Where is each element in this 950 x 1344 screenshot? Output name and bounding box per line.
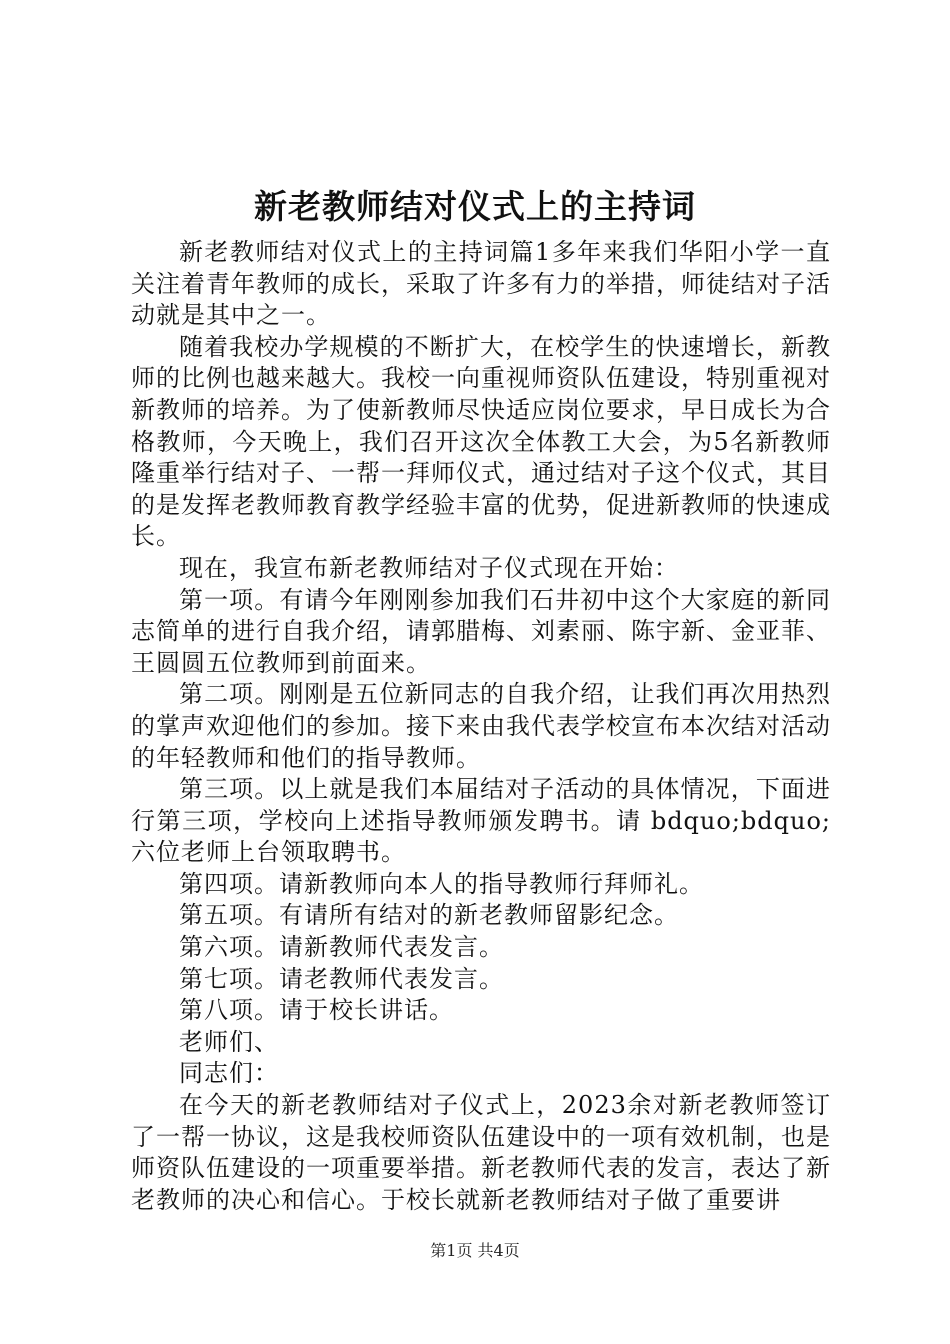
paragraph: 第五项。有请所有结对的新老教师留影纪念。 <box>179 901 679 930</box>
document-body <box>131 237 831 1216</box>
paragraph: 第六项。请新教师代表发言。 <box>179 933 504 962</box>
paragraph: 第四项。请新教师向本人的指导教师行拜师礼。 <box>179 869 704 898</box>
paragraph: 第三项。以上就是我们本届结对子活动的具体情况，下面进行第三项，学校向上述指导教师颁发聘书。请 bdquo;bdquo;六位老师上台领取聘书。 <box>131 775 831 867</box>
paragraph: 新老教师结对仪式上的主持词篇1多年来我们华阳小学一直关注着青年教师的成长，采取了许多有力的举措，师徒结对子活动就是其中之一。 <box>131 238 831 330</box>
paragraph: 在今天的新老教师结对子仪式上，2023余对新老教师签订了一帮一协议，这是我校师资队伍建设中的一项有效机制，也是师资队伍建设的一项重要举措。新老教师代表的发言，表达了新老教师的决心和信心。于校长就新老教师结对子做了重要讲 <box>131 1091 831 1214</box>
paragraph: 同志们： <box>179 1059 279 1088</box>
paragraph: 第七项。请老教师代表发言。 <box>179 964 504 993</box>
document-title: 新老教师结对仪式上的主持词 <box>254 187 696 226</box>
paragraph: 现在，我宣布新老教师结对子仪式现在开始： <box>179 553 679 582</box>
paragraph: 第八项。请于校长讲话。 <box>179 996 454 1025</box>
paragraph: 老师们、 <box>179 1027 279 1056</box>
paragraph: 第二项。刚刚是五位新同志的自我介绍，让我们再次用热烈的掌声欢迎他们的参加。接下来由我代表学校宣布本次结对活动的年轻教师和他们的指导教师。 <box>131 680 831 772</box>
page-number-footer: 第1页 共4页 <box>430 1241 520 1260</box>
paragraph: 第一项。有请今年刚刚参加我们石井初中这个大家庭的新同志简单的进行自我介绍，请郭腊梅、刘素丽、陈宇新、金亚菲、王圆圆五位教师到前面来。 <box>131 585 831 677</box>
paragraph: 随着我校办学规模的不断扩大，在校学生的快速增长，新教师的比例也越来越大。我校一向重视师资队伍建设，特别重视对新教师的培养。为了使新教师尽快适应岗位要求，早日成长为合格教师，今天晚上，我们召开这次全体教工大会，为5名新教师隆重举行结对子、一帮一拜师仪式，通过结对子这个仪式，其目的是发挥老教师教育教学经验丰富的优势，促进新教师的快速成长。 <box>131 332 831 551</box>
